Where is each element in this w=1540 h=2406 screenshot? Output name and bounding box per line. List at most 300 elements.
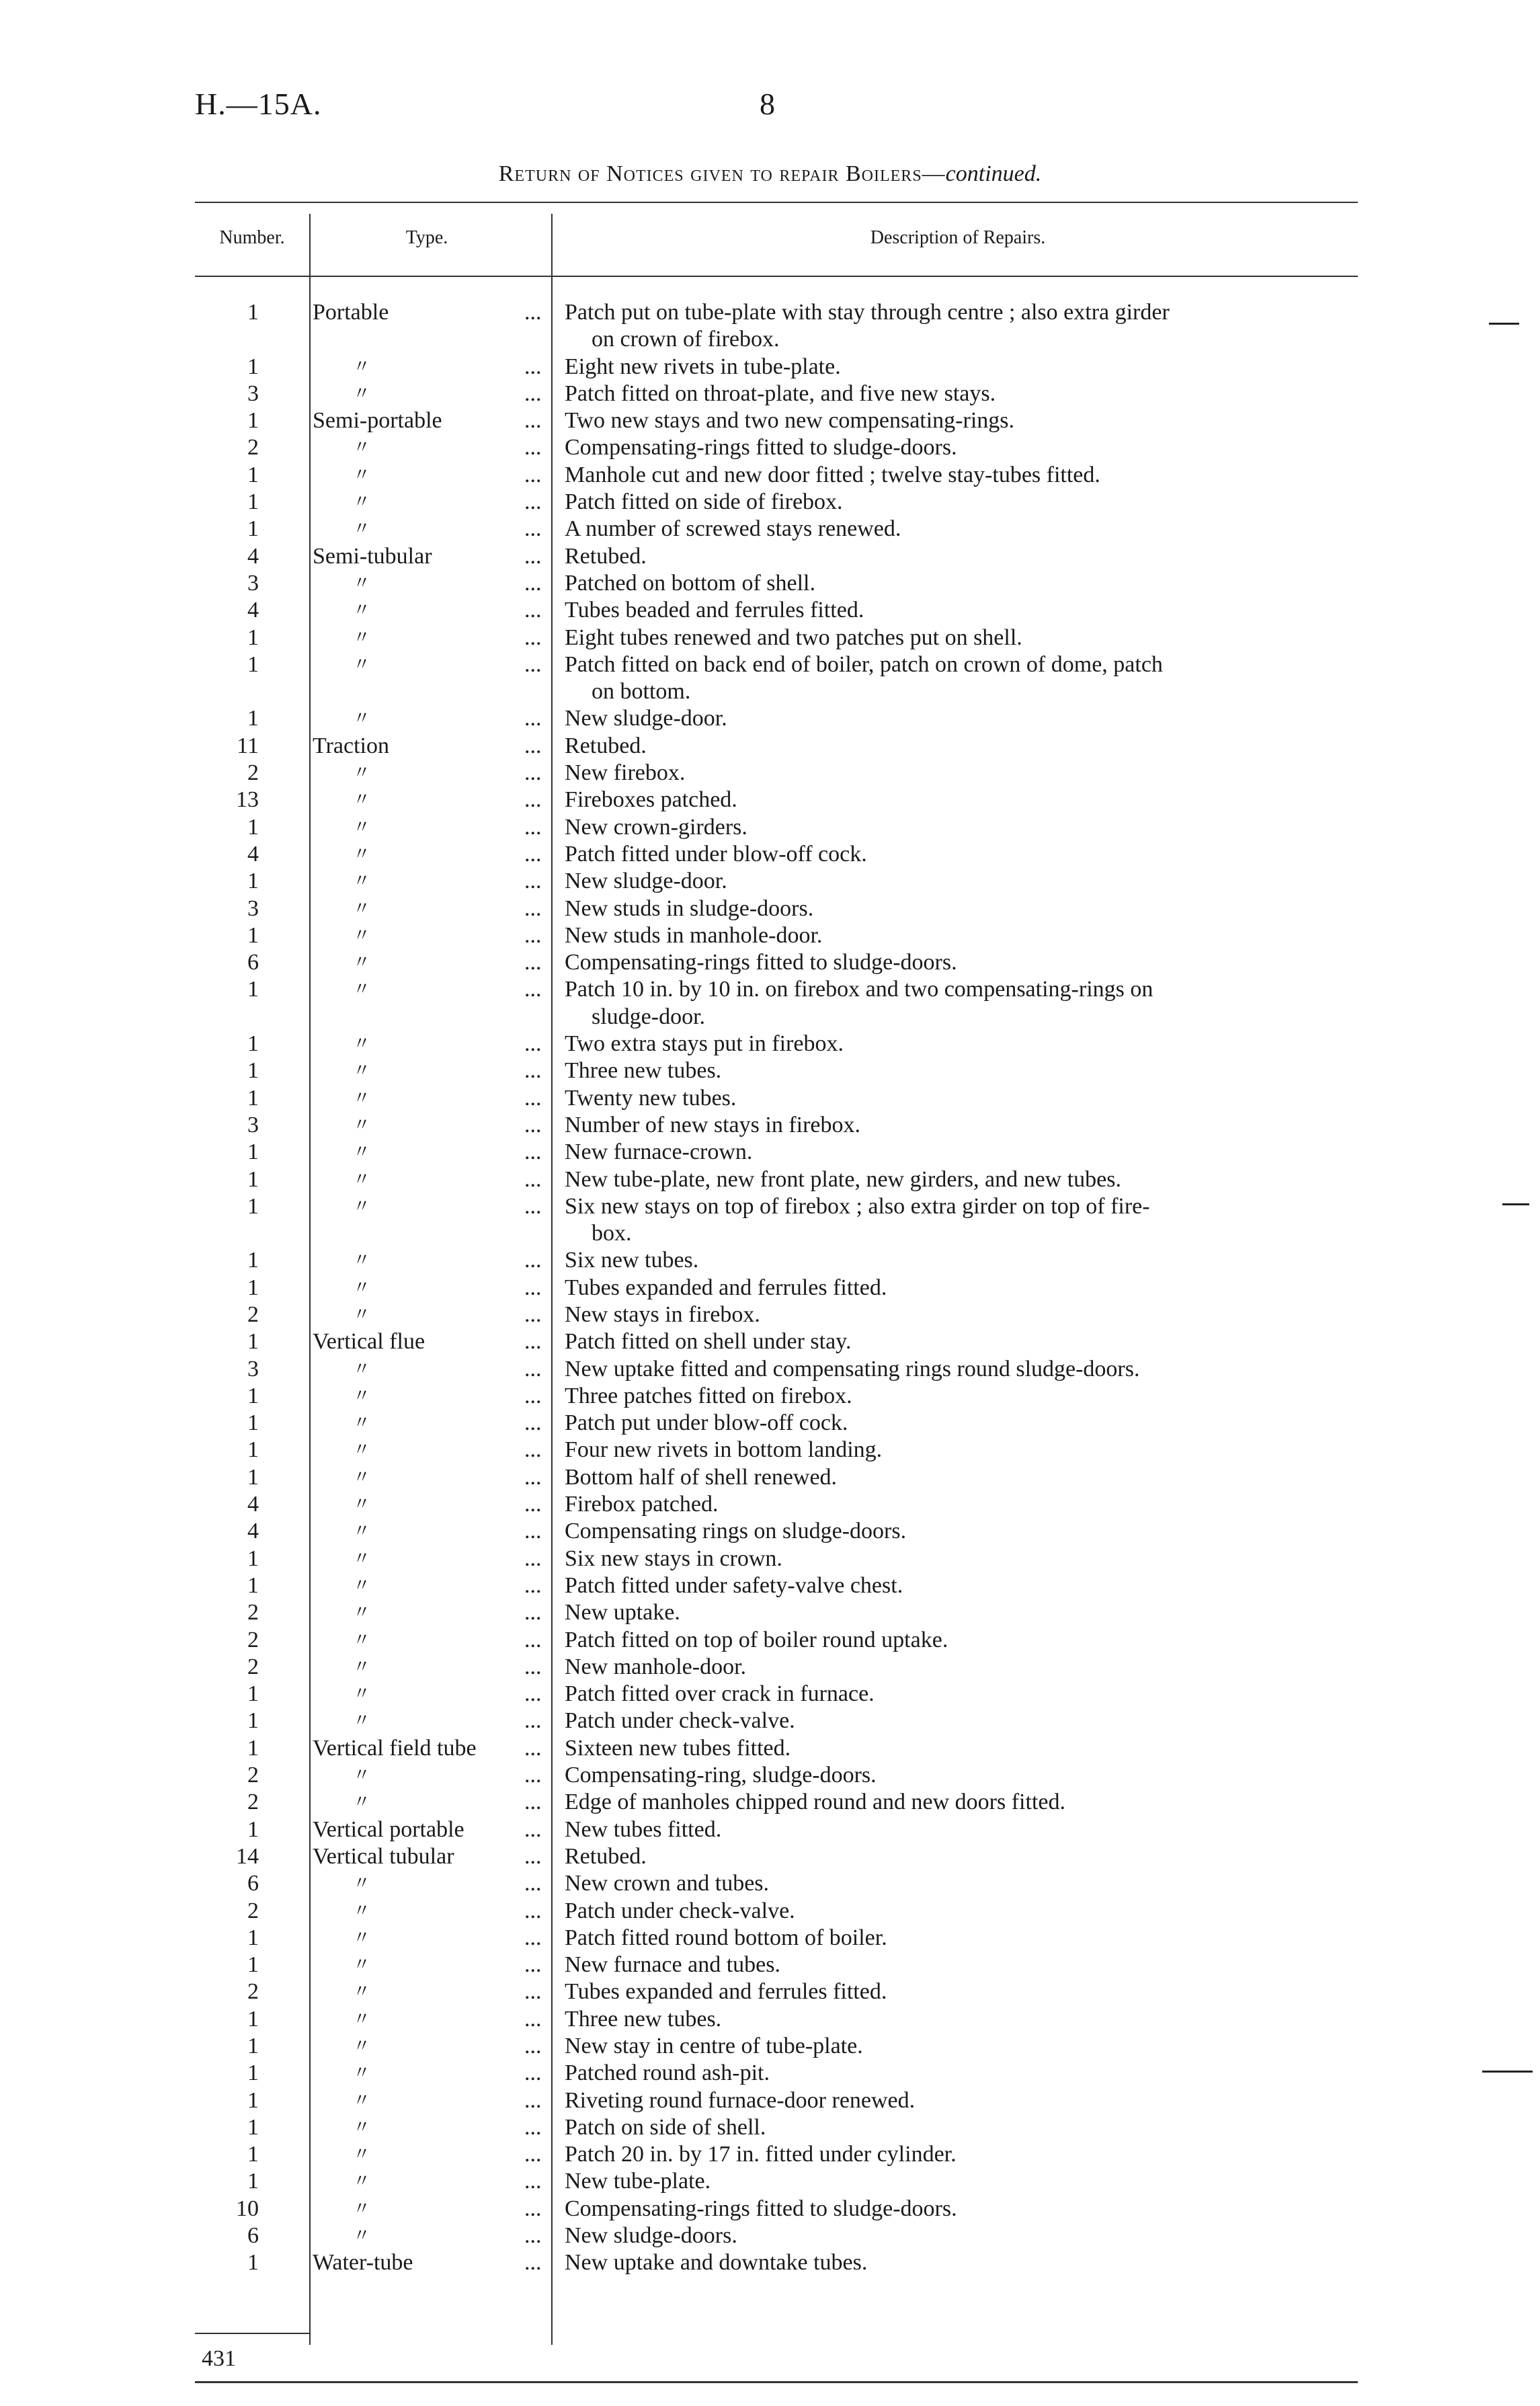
row-type: 〃 (353, 519, 371, 539)
table-row (0, 1275, 1540, 1301)
row-type: 〃 (353, 790, 371, 810)
row-type: 〃 (353, 1359, 371, 1379)
table-row (0, 922, 1540, 949)
table-row (0, 1952, 1540, 1978)
row-type: 〃 (353, 1034, 371, 1054)
row-number: 1 (247, 814, 259, 840)
leader-dots: ... (524, 2196, 542, 2221)
row-number: 1 (247, 1708, 259, 1734)
row-description: Edge of manholes chipped round and new doors fitted. (565, 1790, 1065, 1815)
table-row (0, 1627, 1540, 1654)
row-type: 〃 (353, 356, 371, 376)
leader-dots: ... (524, 354, 542, 379)
row-number: 1 (247, 489, 259, 515)
leader-dots: ... (524, 814, 542, 840)
row-type: 〃 (353, 1900, 371, 1921)
leader-dots: ... (524, 922, 542, 948)
row-number: 1 (247, 1572, 259, 1598)
row-number: 6 (247, 2223, 259, 2249)
row-number: 1 (247, 1383, 259, 1408)
row-number: 2 (247, 435, 259, 460)
row-description: Patch fitted over crack in furnace. (565, 1681, 875, 1707)
row-number: 1 (247, 1816, 259, 1842)
table-row (0, 760, 1540, 787)
table-row (0, 1518, 1540, 1545)
row-description: New studs in sludge-doors. (565, 895, 814, 921)
row-type: Water-tube (313, 2250, 413, 2276)
top-rule (195, 202, 1358, 203)
row-number: 1 (247, 869, 259, 894)
leader-dots: ... (524, 1193, 542, 1219)
row-description: Compensating-rings fitted to sludge-doors. (565, 2196, 957, 2221)
table-row (0, 2060, 1540, 2087)
leader-dots: ... (524, 977, 542, 1002)
table-row (0, 1789, 1540, 1816)
leader-dots: ... (524, 2250, 542, 2276)
row-description: Manhole cut and new door fitted ; twelve stay-tubes fitted. (565, 462, 1100, 487)
row-number: 4 (247, 1519, 259, 1544)
row-description: Patch put on tube-plate with stay through centre ; also extra girder (565, 300, 1170, 325)
row-description: New studs in manhole-door. (565, 922, 823, 948)
table-row (0, 1546, 1540, 1572)
row-number: 1 (247, 1031, 259, 1057)
row-description: Retubed. (565, 733, 647, 758)
document-reference: H.—15A. (195, 87, 322, 121)
row-description: New tubes fitted. (565, 1816, 722, 1842)
row-type: 〃 (353, 654, 371, 674)
row-description-continuation: box. (592, 1221, 632, 1246)
leader-dots: ... (524, 1301, 542, 1327)
row-description: Eight tubes renewed and two patches put on shell. (565, 625, 1022, 650)
row-description: Retubed. (565, 1843, 647, 1869)
column-header-number: Number. (219, 227, 285, 248)
row-type: Vertical field tube (313, 1735, 477, 1761)
table-row (0, 733, 1540, 760)
row-type: 〃 (353, 2090, 371, 2110)
leader-dots: ... (524, 408, 542, 434)
leader-dots: ... (524, 489, 542, 515)
row-description: Patch under check-valve. (565, 1898, 795, 1923)
leader-dots: ... (524, 2087, 542, 2113)
row-description: Riveting round furnace-door renewed. (565, 2087, 916, 2113)
row-type: 〃 (353, 1603, 371, 1623)
table-row (0, 2196, 1540, 2222)
row-number: 1 (247, 2087, 259, 2113)
leader-dots: ... (524, 1979, 542, 2005)
table-row (0, 949, 1540, 976)
row-description: New manhole-door. (565, 1654, 747, 1679)
leader-dots: ... (524, 1058, 542, 1084)
row-type: Semi-tubular (313, 543, 432, 569)
table-row (0, 651, 1540, 706)
table-row (0, 1410, 1540, 1437)
leader-dots: ... (524, 1708, 542, 1734)
leader-dots: ... (524, 1763, 542, 1788)
leader-dots: ... (524, 1519, 542, 1544)
row-description: Patch 20 in. by 17 in. fitted under cylinder. (565, 2142, 957, 2167)
total-count: 431 (202, 2346, 236, 2371)
table-row (0, 1681, 1540, 1708)
table-row (0, 1599, 1540, 1626)
table-row (0, 1464, 1540, 1491)
row-number: 4 (247, 598, 259, 623)
row-type: 〃 (353, 1575, 371, 1595)
row-number: 1 (247, 1329, 259, 1355)
margin-mark (1482, 2071, 1533, 2073)
row-description: Tubes expanded and ferrules fitted. (565, 1275, 887, 1300)
leader-dots: ... (524, 1952, 542, 1978)
row-number: 6 (247, 1871, 259, 1896)
leader-dots: ... (524, 1898, 542, 1923)
row-description: Eight new rivets in tube-plate. (565, 354, 841, 379)
leader-dots: ... (524, 1410, 542, 1436)
leader-dots: ... (524, 1925, 542, 1950)
table-row (0, 299, 1540, 354)
row-description: New uptake fitted and compensating rings round sludge-doors. (565, 1356, 1140, 1381)
row-description: New furnace-crown. (565, 1139, 753, 1165)
row-number: 2 (247, 1979, 259, 2005)
row-type: Portable (313, 300, 389, 325)
table-row (0, 1057, 1540, 1084)
row-number: 1 (247, 1166, 259, 1192)
leader-dots: ... (524, 1085, 542, 1111)
table-row (0, 1925, 1540, 1952)
row-number: 2 (247, 1301, 259, 1327)
table-row (0, 2006, 1540, 2033)
row-type: 〃 (353, 2198, 371, 2218)
column-header-description: Description of Repairs. (870, 227, 1046, 248)
leader-dots: ... (524, 2169, 542, 2194)
row-number: 1 (247, 651, 259, 677)
row-type: 〃 (353, 1792, 371, 1812)
row-number: 1 (247, 1058, 259, 1084)
leader-dots: ... (524, 1492, 542, 1517)
row-description: Tubes beaded and ferrules fitted. (565, 598, 864, 623)
leader-dots: ... (524, 435, 542, 460)
table-row (0, 895, 1540, 922)
leader-dots: ... (524, 543, 542, 569)
margin-mark (1489, 323, 1519, 325)
leader-dots: ... (524, 706, 542, 731)
leader-dots: ... (524, 2034, 542, 2058)
row-number: 1 (247, 2250, 259, 2276)
table-row (0, 787, 1540, 813)
table-row (0, 2222, 1540, 2249)
table-title-main: Return of Notices given to repair Boilers— (498, 161, 946, 186)
table-title-continued: continued. (945, 161, 1042, 186)
row-number: 1 (247, 1139, 259, 1165)
table-row (0, 1978, 1540, 2005)
row-description: Two extra stays put in firebox. (565, 1031, 844, 1057)
table-row (0, 516, 1540, 543)
leader-dots: ... (524, 1735, 542, 1761)
row-number: 1 (247, 1410, 259, 1436)
row-description-continuation: sludge-door. (592, 1004, 706, 1029)
row-type: 〃 (353, 2171, 371, 2192)
leader-dots: ... (524, 1112, 542, 1137)
row-number: 1 (247, 1193, 259, 1219)
row-type: 〃 (353, 1656, 371, 1677)
row-description: Patch put under blow-off cock. (565, 1410, 848, 1436)
row-type: 〃 (353, 600, 371, 620)
row-description: Three patches fitted on firebox. (565, 1383, 852, 1408)
row-number: 1 (247, 2006, 259, 2032)
row-description: Compensating rings on sludge-doors. (565, 1519, 907, 1544)
row-type: 〃 (353, 1196, 371, 1216)
row-description: Firebox patched. (565, 1492, 719, 1517)
row-number: 4 (247, 841, 259, 867)
row-number: 2 (247, 760, 259, 786)
row-type: 〃 (353, 1548, 371, 1568)
row-description: Retubed. (565, 543, 647, 569)
leader-dots: ... (524, 570, 542, 596)
table-row (0, 1031, 1540, 1057)
table-title (0, 161, 1540, 187)
row-type: 〃 (353, 2144, 371, 2165)
leader-dots: ... (524, 1843, 542, 1869)
leader-dots: ... (524, 895, 542, 921)
row-number: 2 (247, 1600, 259, 1626)
row-description: Patch fitted round bottom of boiler. (565, 1925, 887, 1950)
row-number: 1 (247, 1248, 259, 1273)
table-row (0, 489, 1540, 516)
table-row (0, 1247, 1540, 1274)
row-type: 〃 (353, 1467, 371, 1487)
margin-mark (1502, 1203, 1529, 1205)
table-row (0, 1356, 1540, 1383)
row-description: Patch 10 in. by 10 in. on firebox and two compensating-rings on (565, 977, 1153, 1002)
row-number: 1 (247, 300, 259, 325)
row-description: New tube-plate. (565, 2169, 711, 2194)
table-row (0, 1816, 1540, 1843)
table-row (0, 1328, 1540, 1355)
table-row (0, 2141, 1540, 2168)
table-row (0, 1572, 1540, 1599)
row-type: 〃 (353, 1440, 371, 1460)
row-number: 6 (247, 950, 259, 975)
table-row (0, 1708, 1540, 1734)
row-number: 4 (247, 543, 259, 569)
row-number: 3 (247, 1112, 259, 1137)
row-description: Compensating-rings fitted to sludge-doors. (565, 435, 957, 460)
row-description: Patch fitted on top of boiler round uptake. (565, 1627, 948, 1652)
leader-dots: ... (524, 1654, 542, 1679)
row-type: 〃 (353, 1277, 371, 1297)
leader-dots: ... (524, 2223, 542, 2249)
row-type: 〃 (353, 1088, 371, 1108)
row-description: Patch under check-valve. (565, 1708, 795, 1734)
row-description: New crown-girders. (565, 814, 747, 840)
row-type: 〃 (353, 1711, 371, 1731)
row-number: 1 (247, 2034, 259, 2058)
row-type: 〃 (353, 1250, 371, 1271)
row-description: Six new stays in crown. (565, 1546, 782, 1571)
row-type: Vertical tubular (313, 1843, 454, 1869)
row-number: 4 (247, 1492, 259, 1517)
row-type: 〃 (353, 1955, 371, 1975)
table-row (0, 1139, 1540, 1166)
row-number: 1 (247, 706, 259, 731)
row-type: Semi-portable (313, 408, 442, 434)
row-description: Number of new stays in firebox. (565, 1112, 861, 1137)
row-number: 2 (247, 1627, 259, 1652)
row-number: 1 (247, 462, 259, 487)
leader-dots: ... (524, 841, 542, 867)
row-description: New uptake and downtake tubes. (565, 2250, 868, 2276)
table-row (0, 2114, 1540, 2141)
row-description: Patch fitted on throat-plate, and five new stays. (565, 380, 996, 406)
row-number: 1 (247, 2142, 259, 2167)
row-type: 〃 (353, 871, 371, 891)
table-row (0, 814, 1540, 841)
row-type: 〃 (353, 2009, 371, 2029)
leader-dots: ... (524, 1329, 542, 1355)
row-description: Twenty new tubes. (565, 1085, 737, 1111)
row-description: Bottom half of shell renewed. (565, 1464, 838, 1490)
leader-dots: ... (524, 2114, 542, 2140)
row-number: 1 (247, 1681, 259, 1707)
row-number: 1 (247, 1952, 259, 1978)
page-number: 8 (760, 87, 775, 121)
row-type: 〃 (353, 1304, 371, 1324)
row-type: 〃 (353, 573, 371, 593)
row-type: 〃 (353, 1630, 371, 1650)
row-type: 〃 (353, 979, 371, 1000)
row-number: 13 (236, 787, 259, 813)
leader-dots: ... (524, 1816, 542, 1842)
row-number: 1 (247, 408, 259, 434)
row-description: Patch fitted under safety-valve chest. (565, 1572, 903, 1598)
row-number: 3 (247, 895, 259, 921)
row-description: Sixteen new tubes fitted. (565, 1735, 791, 1761)
table-row (0, 1654, 1540, 1681)
row-type: 〃 (353, 1982, 371, 2002)
row-number: 1 (247, 1085, 259, 1111)
row-description: Patched on bottom of shell. (565, 570, 816, 596)
row-description: New sludge-doors. (565, 2223, 737, 2249)
row-type: 〃 (353, 2036, 371, 2056)
table-row (0, 570, 1540, 597)
row-number: 1 (247, 1735, 259, 1761)
row-type: 〃 (353, 1169, 371, 1189)
leader-dots: ... (524, 2060, 542, 2086)
table-row (0, 1383, 1540, 1410)
row-type: Vertical portable (313, 1816, 464, 1842)
table-row (0, 1491, 1540, 1518)
table-row (0, 407, 1540, 434)
leader-dots: ... (524, 1627, 542, 1652)
row-number: 1 (247, 1437, 259, 1463)
row-description-continuation: on crown of firebox. (592, 327, 780, 352)
row-number: 3 (247, 380, 259, 406)
table-row (0, 976, 1540, 1031)
table-row (0, 868, 1540, 895)
leader-dots: ... (524, 1790, 542, 1815)
row-number: 2 (247, 1654, 259, 1679)
table-row (0, 543, 1540, 570)
leader-dots: ... (524, 2142, 542, 2167)
table-row (0, 434, 1540, 461)
row-number: 2 (247, 1898, 259, 1923)
leader-dots: ... (524, 1600, 542, 1626)
row-description: New firebox. (565, 760, 686, 786)
row-type: 〃 (353, 1521, 371, 1541)
row-type: 〃 (353, 1413, 371, 1433)
row-description: Patch fitted on shell under stay. (565, 1329, 852, 1355)
row-description: New crown and tubes. (565, 1871, 770, 1896)
row-number: 3 (247, 1356, 259, 1381)
table-row (0, 1870, 1540, 1897)
table-row (0, 1166, 1540, 1193)
table-row (0, 2249, 1540, 2276)
leader-dots: ... (524, 1139, 542, 1165)
leader-dots: ... (524, 1031, 542, 1057)
leader-dots: ... (524, 380, 542, 406)
row-type: 〃 (353, 438, 371, 458)
leader-dots: ... (524, 2006, 542, 2032)
row-number: 1 (247, 354, 259, 379)
row-type: 〃 (353, 2226, 371, 2246)
table-row (0, 625, 1540, 651)
row-type: 〃 (353, 383, 371, 403)
leader-dots: ... (524, 1275, 542, 1300)
row-description: New sludge-door. (565, 706, 727, 731)
row-type: 〃 (353, 925, 371, 945)
leader-dots: ... (524, 516, 542, 542)
row-number: 1 (247, 1275, 259, 1300)
leader-dots: ... (524, 300, 542, 325)
leader-dots: ... (524, 869, 542, 894)
table-row (0, 1762, 1540, 1789)
row-description: Patch fitted on back end of boiler, patch on crown of dome, patch (565, 651, 1163, 677)
leader-dots: ... (524, 1572, 542, 1598)
row-number: 1 (247, 1546, 259, 1571)
row-type: 〃 (353, 763, 371, 783)
row-type: 〃 (353, 1142, 371, 1162)
row-type: 〃 (353, 627, 371, 647)
column-header-type: Type. (405, 227, 448, 248)
row-number: 1 (247, 625, 259, 650)
row-description: New furnace and tubes. (565, 1952, 780, 1978)
row-number: 2 (247, 1790, 259, 1815)
row-description: New stays in firebox. (565, 1301, 760, 1327)
row-type: Traction (313, 733, 389, 758)
leader-dots: ... (524, 462, 542, 487)
table-row (0, 1898, 1540, 1925)
table-row (0, 1735, 1540, 1762)
row-type: 〃 (353, 817, 371, 837)
row-number: 1 (247, 922, 259, 948)
table-row (0, 380, 1540, 407)
table-row (0, 1301, 1540, 1328)
row-type: Vertical flue (313, 1329, 425, 1355)
row-description: Compensating-rings fitted to sludge-doors. (565, 950, 957, 975)
row-type: 〃 (353, 1061, 371, 1081)
row-description: Fireboxes patched. (565, 787, 737, 813)
row-number: 3 (247, 570, 259, 596)
row-type: 〃 (353, 1765, 371, 1786)
row-type: 〃 (353, 1684, 371, 1704)
row-description: Three new tubes. (565, 2006, 722, 2032)
row-number: 11 (237, 733, 259, 758)
table-row (0, 2087, 1540, 2114)
table-row (0, 1437, 1540, 1463)
row-type: 〃 (353, 2063, 371, 2083)
leader-dots: ... (524, 1871, 542, 1896)
row-description: Compensating-ring, sludge-doors. (565, 1763, 877, 1788)
row-type: 〃 (353, 898, 371, 918)
leader-dots: ... (524, 1383, 542, 1408)
